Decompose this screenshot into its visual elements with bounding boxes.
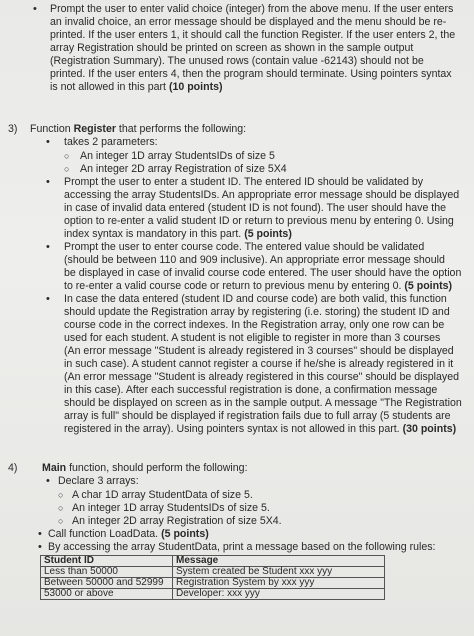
student-id-line: option to re-enter a valid student ID or return to previous menu by entering 0. Using <box>64 215 454 227</box>
register-line: in this case). After each successful registration is done, a confirmation message <box>64 384 438 396</box>
register-line: should update the Registration array by registering (i.e. storing) the student ID and <box>64 306 450 318</box>
param-item: An integer 2D array Registration of size 5X4 <box>80 163 287 175</box>
intro-line: Prompt the user to enter valid choice (integer) from the above menu. If the user enters <box>50 3 454 15</box>
circle-bullet-icon: ○ <box>58 503 64 513</box>
param-item: An integer 1D array StudentsIDs of size 5 <box>80 150 275 162</box>
register-line: array is full" should be displayed if registration fails due to full array (5 students are <box>64 410 451 422</box>
table-header-row <box>41 556 385 567</box>
register-line: should be displayed on screen as in the sample output. A message "The Registration <box>64 397 462 409</box>
student-id-line: in case of invalid data entered (student ID is not found). The user should have the <box>64 202 447 214</box>
section-3-heading <box>30 123 246 136</box>
table-cell: Between 50000 and 52999 <box>41 578 173 589</box>
bullet-icon: • <box>46 241 50 253</box>
circle-bullet-icon: ○ <box>58 490 64 500</box>
access-array-text: By accessing the array StudentData, print a message based on the following rules: <box>48 541 436 553</box>
student-id-text: index syntax is mandatory in this part. <box>64 228 245 240</box>
section-4-heading <box>42 462 248 475</box>
register-line: in such case). A student cannot register a course if he/she is already registered in it <box>64 358 454 370</box>
bullet-icon: • <box>46 176 50 188</box>
table-cell: System created be Student xxx yyy <box>173 567 385 578</box>
student-id-points: (5 points) <box>244 228 292 240</box>
section-3-suffix: that performs the following: <box>115 123 247 135</box>
section-3-function-name: Register <box>73 123 116 135</box>
register-line: (An error message "Student is already registered in 3 courses" should be displayed <box>64 345 454 357</box>
circle-bullet-icon: ○ <box>64 164 70 174</box>
register-line: used for each student. A student is not eligible to register in more than 3 courses <box>64 332 441 344</box>
student-id-line: Prompt the user to enter a student ID. The entered ID should be validated by <box>64 176 424 188</box>
section-3-number: 3) <box>8 123 18 135</box>
call-loaddata <box>48 528 209 541</box>
bullet-icon: • <box>46 293 50 305</box>
register-line: (An error message "Student is already registered in this course" should be displayed <box>64 371 459 383</box>
intro-line: an invalid choice, an error message should be displayed and the menu should be re- <box>50 16 447 28</box>
student-id-line-last <box>64 228 292 241</box>
bullet-icon: • <box>46 136 50 148</box>
table-cell: Less than 50000 <box>41 567 173 578</box>
bullet-icon: • <box>38 541 42 553</box>
course-code-line: Prompt the user to enter course code. The entered value should be validated <box>64 241 425 253</box>
table-header-student-id: Student ID <box>41 556 173 567</box>
bullet-icon: • <box>46 475 50 487</box>
declare-arrays: Declare 3 arrays: <box>58 475 139 487</box>
takes-params: takes 2 parameters: <box>64 136 158 148</box>
intro-text: is not allowed in this part <box>50 81 169 93</box>
course-code-line: (should be between 110 and 909 inclusive). An appropriate error message should <box>64 254 445 266</box>
circle-bullet-icon: ○ <box>58 516 64 526</box>
rules-table <box>40 555 385 600</box>
table-cell: Registration System by xxx yyy <box>173 578 385 589</box>
intro-line: printed. If the user enters 1, it should call the function Register. If the user enters 2, the <box>50 29 456 41</box>
bullet-icon: • <box>38 528 42 540</box>
table-row <box>41 567 385 578</box>
array-item: An integer 1D array StudentsIDs of size 5. <box>72 502 270 514</box>
section-3-prefix: Function <box>30 123 74 135</box>
circle-bullet-icon: ○ <box>64 151 70 161</box>
intro-line: printed. If the user enters 4, then the program should terminate. Using pointers syntax <box>50 68 452 80</box>
register-line: In case the data entered (student ID and course code) are both valid, this function <box>64 293 447 305</box>
student-id-line: accessing the array StudentsIDs. An appropriate error message should be displayed <box>64 189 460 201</box>
call-loaddata-text: Call function LoadData. <box>48 528 162 540</box>
table-header-message: Message <box>173 556 385 567</box>
register-line: course code in the correct indexes. In the Registration array, only one row can be <box>64 319 445 331</box>
register-line-last <box>64 423 456 436</box>
table-cell: Developer: xxx yyy <box>173 589 385 600</box>
course-code-text: to re-enter a valid course code or return to previous menu by entering 0. <box>64 280 405 292</box>
intro-line: array Registration should be printed on screen as shown in the sample output <box>50 42 414 54</box>
register-text: registered in the array). Using pointers syntax is not allowed in this part. <box>64 423 403 435</box>
call-loaddata-points: (5 points) <box>161 528 209 540</box>
section-4-number: 4) <box>8 462 18 474</box>
course-code-points: (5 points) <box>404 280 453 292</box>
section-4-suffix: function, should perform the following: <box>66 462 248 474</box>
table-row <box>41 578 385 589</box>
intro-points: (10 points) <box>168 81 223 93</box>
section-4-function-name: Main <box>42 462 67 474</box>
intro-line-last <box>50 81 223 94</box>
table-cell: 53000 or above <box>41 589 173 600</box>
register-points: (30 points) <box>402 423 457 435</box>
array-item: An integer 2D array Registration of size 5X4. <box>72 515 282 527</box>
bullet-icon: • <box>33 3 37 15</box>
course-code-line: be displayed in case of invalid course code entered. The user should have the option <box>64 267 462 279</box>
course-code-line-last <box>64 280 452 293</box>
array-item: A char 1D array StudentData of size 5. <box>72 489 253 501</box>
intro-line: (Registration Summary). The unused rows (contain value -62143) should not be <box>50 55 424 67</box>
table-row <box>41 589 385 600</box>
